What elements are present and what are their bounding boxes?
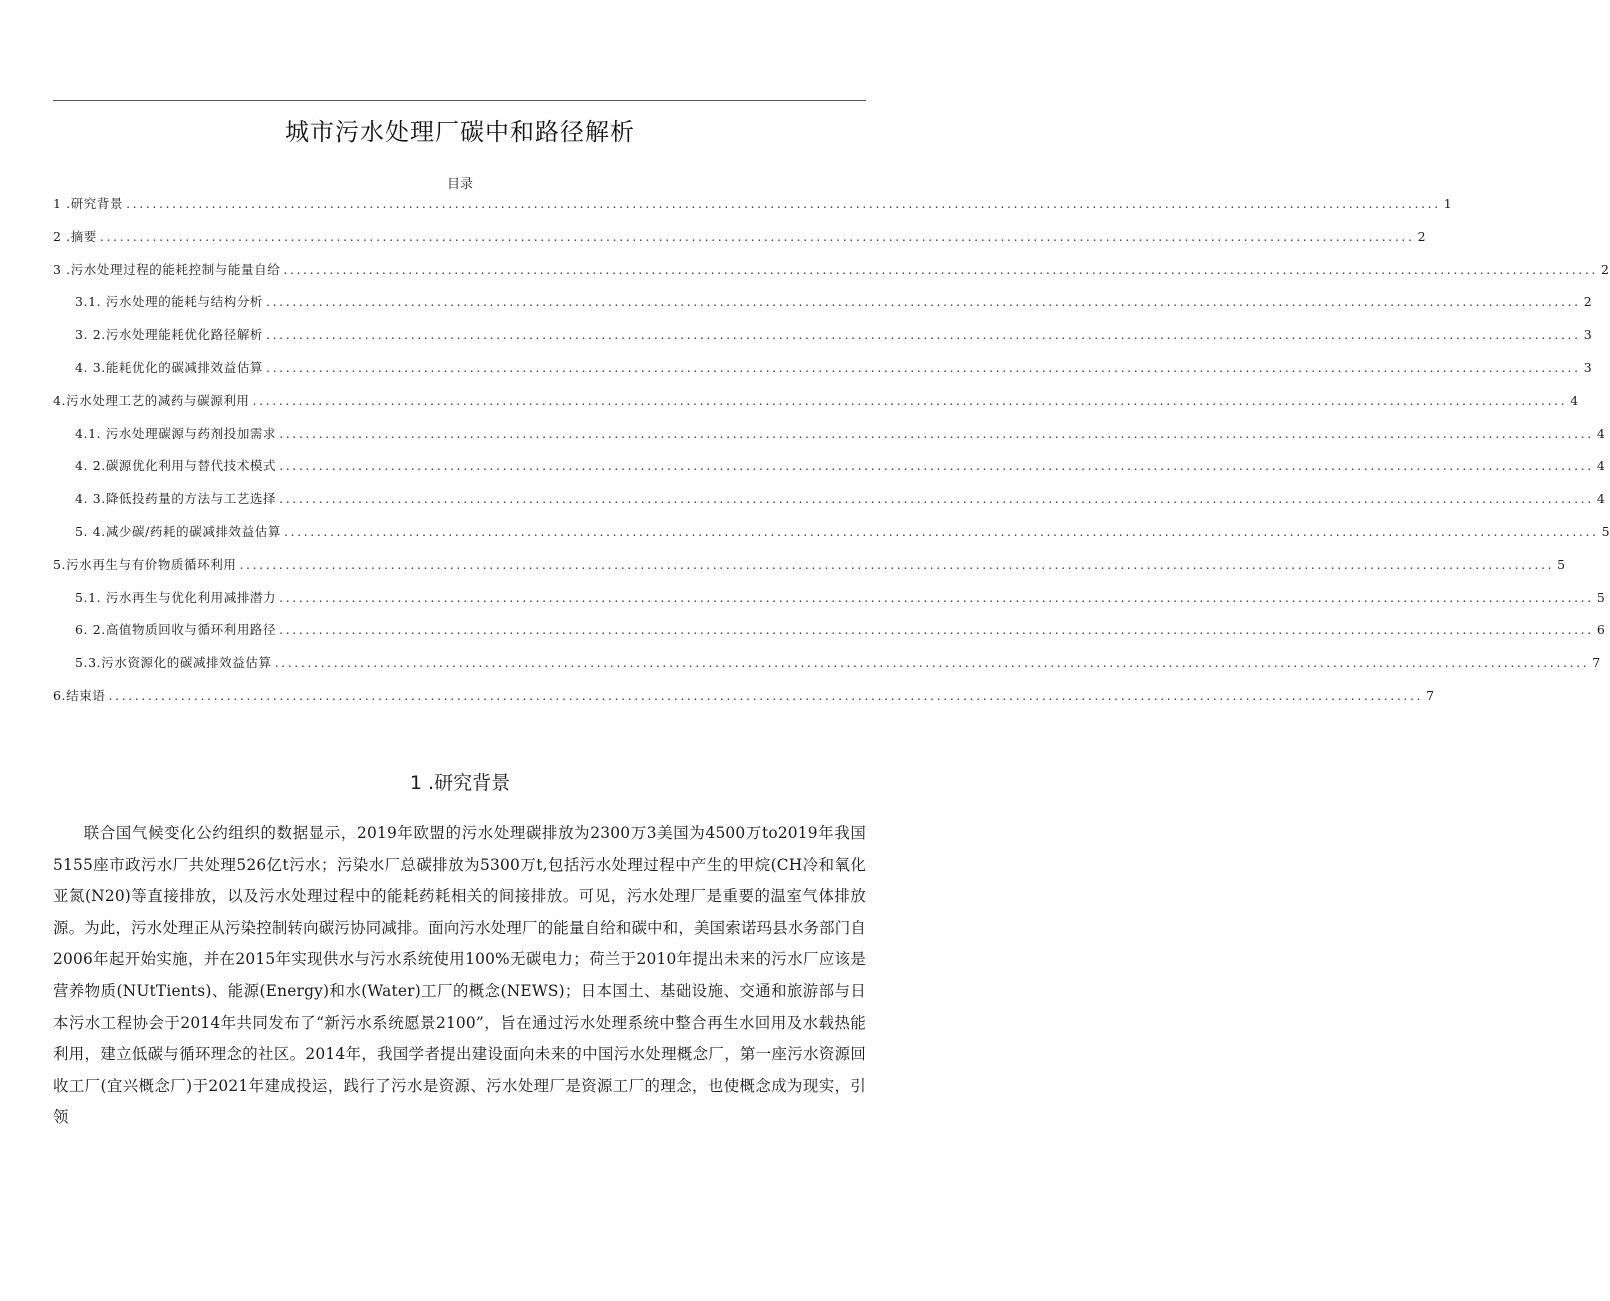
toc-entry[interactable] bbox=[53, 391, 1579, 424]
toc-entry[interactable] bbox=[53, 555, 1566, 588]
toc-entry-label: 1 .研究背景 bbox=[53, 196, 124, 211]
toc-entry-page: 5 bbox=[1557, 556, 1566, 572]
toc-entry-page: 3 bbox=[1583, 359, 1592, 375]
toc-leader-dots: ........................................................................................................................................................................................................ bbox=[274, 655, 1590, 671]
toc-leader-dots: ........................................................................................................................................................................................................ bbox=[283, 261, 1598, 277]
document-title: 城市污水处理厂碳中和路径解析 bbox=[285, 118, 635, 146]
body-paragraph: 联合国气候变化公约组织的数据显示，2019年欧盟的污水处理碳排放为2300万3美国为4500万to2019年我国5155座市政污水厂共处理526亿t污水；污染水厂总碳排放为5300万t,包括污水处理过程中产生的甲烷(CH冷和氧化亚氮(N20)等直接排放，以及污水处理过程中的能耗药耗相关的间接排放。可见，污水处理厂是重要的温室气体排放源。为此，污水处理正从污染控制转向碳污协同减排。面向污水处理厂的能量自给和碳中和，美国索诺玛县水务部门自2006年起开始实施，并在2015年实现供水与污水系统使用100%无碳电力；荷兰于2010年提出未来的污水厂应该是营养物质(NUtTients)、能源(Energy)和水(Water)工厂的概念(NEWS)；日本国土、基础设施、交通和旅游部与日本污水工程协会于2014年共同发布了“新污水系统愿景2100”，旨在通过污水处理系统中整合再生水回用及水载热能利用，建立低碳与循环理念的社区。2014年，我国学者提出建设面向未来的中国污水处理概念厂，第一座污水资源回收工厂(宜兴概念厂)于2021年建成投运，践行了污水是资源、污水处理厂是资源工厂的理念，也使概念成为现实，引领 bbox=[53, 824, 866, 1127]
toc-entry-page: 2 bbox=[1601, 261, 1609, 277]
toc-leader-dots: ........................................................................................................................................................................................................ bbox=[239, 556, 1555, 572]
toc-entry-label: 4. 3.能耗优化的碳减排效益估算 bbox=[75, 359, 264, 375]
toc-entry-label: 6.结束语 bbox=[53, 687, 106, 703]
toc-entry[interactable] bbox=[53, 227, 1426, 260]
toc-leader-dots: ........................................................................................................................................................................................................ bbox=[266, 327, 1581, 343]
header-rule bbox=[53, 100, 866, 101]
toc-entry-label: 6. 2.高值物质回收与循环利用路径 bbox=[75, 622, 277, 638]
toc-entry[interactable] bbox=[53, 456, 1605, 489]
toc-leader-dots: ........................................................................................................................................................................................................ bbox=[252, 392, 1568, 408]
toc-entry-label: 2 .摘要 bbox=[53, 228, 97, 244]
toc-entry-label: 5. 4.减少碳/药耗的碳减排效益估算 bbox=[75, 523, 281, 539]
toc-entry[interactable] bbox=[53, 620, 1605, 653]
toc-entry[interactable] bbox=[53, 522, 1610, 555]
toc-entry-page: 7 bbox=[1592, 655, 1601, 671]
toc-entry[interactable] bbox=[53, 260, 1609, 293]
toc-entry-page: 4 bbox=[1596, 491, 1605, 507]
toc-entry-page: 4 bbox=[1596, 458, 1605, 474]
toc-entry-label: 5.1. 污水再生与优化利用减排潜力 bbox=[75, 589, 277, 605]
toc-entry[interactable] bbox=[53, 292, 1592, 325]
toc-heading: 目录 bbox=[446, 177, 473, 192]
section-heading: 1 .研究背景 bbox=[409, 772, 511, 794]
toc-leader-dots: ........................................................................................................................................................................................................ bbox=[279, 458, 1594, 474]
toc-leader-dots: ........................................................................................................................................................................................................ bbox=[126, 196, 1441, 211]
toc-entry[interactable] bbox=[53, 489, 1605, 522]
toc-entry-page: 3 bbox=[1583, 327, 1592, 343]
toc-entry-page: 5 bbox=[1601, 523, 1610, 539]
toc-leader-dots: ........................................................................................................................................................................................................ bbox=[108, 687, 1424, 703]
toc-entry-label: 3. 2.污水处理能耗优化路径解析 bbox=[75, 327, 264, 343]
toc-entry-page: 6 bbox=[1596, 622, 1605, 638]
toc-leader-dots: ........................................................................................................................................................................................................ bbox=[279, 491, 1594, 507]
toc-entry-page: 4 bbox=[1596, 425, 1605, 441]
toc-entry[interactable] bbox=[53, 686, 1435, 719]
toc-leader-dots: ........................................................................................................................................................................................................ bbox=[279, 589, 1594, 605]
toc-leader-dots: ........................................................................................................................................................................................................ bbox=[99, 228, 1415, 244]
toc-entry[interactable] bbox=[53, 424, 1605, 457]
toc-entry-page: 5 bbox=[1596, 589, 1605, 605]
toc-entry[interactable] bbox=[53, 325, 1592, 358]
toc-entry-label: 5.污水再生与有价物质循环利用 bbox=[53, 556, 237, 572]
toc-entry-label: 4.1. 污水处理碳源与药剂投加需求 bbox=[75, 425, 277, 441]
toc-entry-label: 3 .污水处理过程的能耗控制与能量自给 bbox=[53, 261, 281, 277]
toc-entry-label: 4. 3.降低投药量的方法与工艺选择 bbox=[75, 491, 277, 507]
toc-entry-page: 7 bbox=[1426, 687, 1435, 703]
toc-leader-dots: ........................................................................................................................................................................................................ bbox=[279, 622, 1594, 638]
toc-entry-page: 1 bbox=[1443, 196, 1452, 211]
toc-entry-label: 4. 2.碳源优化利用与替代技术模式 bbox=[75, 458, 277, 474]
toc-entry-page: 2 bbox=[1583, 294, 1592, 310]
toc-entry-label: 5.3.污水资源化的碳减排效益估算 bbox=[75, 655, 272, 671]
toc-entry-page: 4 bbox=[1570, 392, 1579, 408]
toc-entry[interactable] bbox=[53, 588, 1605, 621]
toc-leader-dots: ........................................................................................................................................................................................................ bbox=[279, 425, 1594, 441]
toc-leader-dots: ........................................................................................................................................................................................................ bbox=[266, 359, 1581, 375]
toc-entry[interactable] bbox=[53, 653, 1601, 686]
toc-entry[interactable] bbox=[53, 194, 1452, 227]
toc-entry-label: 3.1. 污水处理的能耗与结构分析 bbox=[75, 294, 264, 310]
toc-leader-dots: ........................................................................................................................................................................................................ bbox=[266, 294, 1581, 310]
toc-entry[interactable] bbox=[53, 358, 1592, 391]
toc-leader-dots: ........................................................................................................................................................................................................ bbox=[283, 523, 1599, 539]
toc-entry-label: 4.污水处理工艺的减药与碳源利用 bbox=[53, 392, 250, 408]
table-of-contents bbox=[53, 194, 1610, 719]
toc-entry-page: 2 bbox=[1417, 228, 1426, 244]
